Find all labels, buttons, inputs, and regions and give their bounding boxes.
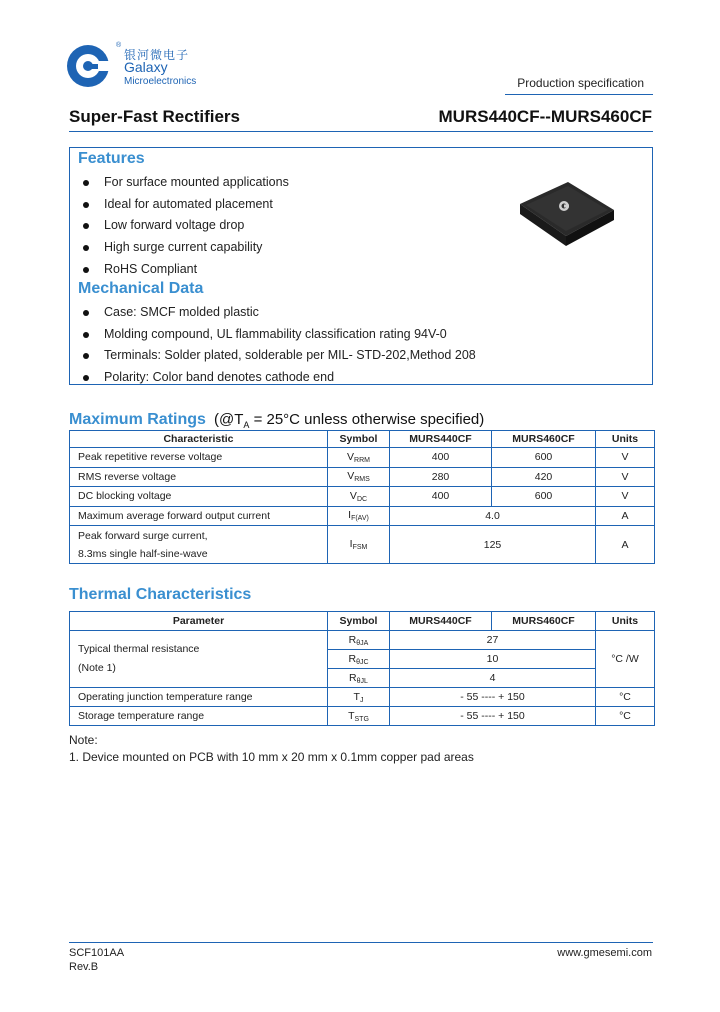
table-header-row bbox=[70, 431, 655, 448]
spec-type: Production specification bbox=[517, 76, 644, 90]
list-item: Ideal for automated placement bbox=[78, 194, 289, 216]
max-ratings-condition: ($@T_A = 25^\circ C$ unless otherwise specified) bbox=[214, 411, 485, 430]
symbol-cell: VRRM bbox=[328, 448, 390, 468]
value-cell: 27 bbox=[390, 631, 596, 650]
value-cell: 600 bbox=[492, 448, 596, 468]
list-item: Case: SMCF molded plastic bbox=[78, 302, 476, 324]
footer-rule bbox=[69, 942, 653, 943]
value-cell: - 55 ---- + 150 bbox=[390, 707, 596, 726]
value-cell: 400 bbox=[390, 448, 492, 468]
bullet-icon bbox=[83, 245, 89, 251]
characteristic-cell: RMS reverse voltage bbox=[70, 467, 328, 487]
parameter-cell: Operating junction temperature range bbox=[70, 688, 328, 707]
features-list bbox=[78, 172, 289, 280]
column-header: Symbol bbox=[328, 612, 390, 631]
unit-cell: V bbox=[596, 487, 655, 507]
column-header: MURS460CF bbox=[492, 431, 596, 448]
unit-cell: °C /W bbox=[596, 631, 655, 688]
list-item: Low forward voltage drop bbox=[78, 215, 289, 237]
symbol-cell: TSTG bbox=[328, 707, 390, 726]
column-header: MURS440CF bbox=[390, 612, 492, 631]
revision: Rev.B bbox=[69, 961, 99, 973]
bullet-icon bbox=[83, 202, 89, 208]
unit-cell: °C bbox=[596, 688, 655, 707]
table-row bbox=[70, 506, 655, 526]
column-header: MURS440CF bbox=[390, 431, 492, 448]
unit-cell: A bbox=[596, 506, 655, 526]
table-row bbox=[70, 631, 655, 650]
unit-cell: V bbox=[596, 448, 655, 468]
list-item: RoHS Compliant bbox=[78, 259, 289, 281]
galaxy-logo-icon bbox=[66, 44, 110, 88]
bullet-icon bbox=[83, 375, 89, 381]
brand-subtitle: Microelectronics bbox=[124, 76, 197, 87]
bullet-icon bbox=[83, 353, 89, 359]
brand-name-cn: 银河微电子 bbox=[124, 48, 190, 62]
part-number-range: MURS440CF--MURS460CF bbox=[438, 107, 652, 126]
parameter-cell: Typical thermal resistance (Note 1) bbox=[70, 631, 328, 688]
symbol-cell: IFSM bbox=[328, 526, 390, 564]
registered-mark: ® bbox=[116, 42, 122, 49]
column-header: Symbol bbox=[328, 431, 390, 448]
characteristic-cell: Peak repetitive reverse voltage bbox=[70, 448, 328, 468]
symbol-cell: TJ bbox=[328, 688, 390, 707]
column-header: Units bbox=[596, 612, 655, 631]
characteristic-cell: Peak forward surge current, 8.3ms single half-sine-wave bbox=[70, 526, 328, 564]
table-row bbox=[70, 487, 655, 507]
value-cell: 4.0 bbox=[390, 506, 596, 526]
value-cell: 4 bbox=[390, 669, 596, 688]
symbol-cell: IF(AV) bbox=[328, 506, 390, 526]
bullet-icon bbox=[83, 267, 89, 273]
bullet-icon bbox=[83, 223, 89, 229]
max-ratings-heading: Maximum Ratings bbox=[69, 411, 206, 428]
brand-name-en: Galaxy bbox=[124, 59, 168, 75]
column-header: MURS460CF bbox=[492, 612, 596, 631]
value-cell: 400 bbox=[390, 487, 492, 507]
value-cell: 280 bbox=[390, 467, 492, 487]
table-row bbox=[70, 707, 655, 726]
column-header: Characteristic bbox=[70, 431, 328, 448]
value-cell: 10 bbox=[390, 650, 596, 669]
note-text: 1. Device mounted on PCB with 10 mm x 20 mm x 0.1mm copper pad areas bbox=[69, 750, 474, 764]
value-cell: 600 bbox=[492, 487, 596, 507]
website-link[interactable]: www.gmesemi.com bbox=[557, 947, 652, 959]
symbol-cell: VDC bbox=[328, 487, 390, 507]
symbol-cell: VRMS bbox=[328, 467, 390, 487]
thermal-table bbox=[69, 611, 655, 726]
parameter-cell: Storage temperature range bbox=[70, 707, 328, 726]
table-row bbox=[70, 467, 655, 487]
list-item: High surge current capability bbox=[78, 237, 289, 259]
table-header-row bbox=[70, 612, 655, 631]
bullet-icon bbox=[83, 180, 89, 186]
thermal-heading: Thermal Characteristics bbox=[69, 586, 252, 603]
unit-cell: °C bbox=[596, 707, 655, 726]
unit-cell: V bbox=[596, 467, 655, 487]
mechanical-list bbox=[78, 302, 476, 389]
table-row bbox=[70, 448, 655, 468]
list-item: Terminals: Solder plated, solderable per MIL- STD-202,Method 208 bbox=[78, 345, 476, 367]
list-item: Polarity: Color band denotes cathode end bbox=[78, 367, 476, 389]
max-ratings-table bbox=[69, 430, 655, 564]
symbol-cell: RθJC bbox=[328, 650, 390, 669]
features-heading: Features bbox=[78, 150, 145, 167]
note-label: Note: bbox=[69, 733, 98, 747]
column-header: Units bbox=[596, 431, 655, 448]
bullet-icon bbox=[83, 310, 89, 316]
table-row bbox=[70, 526, 655, 564]
table-row bbox=[70, 688, 655, 707]
value-cell: - 55 ---- + 150 bbox=[390, 688, 596, 707]
mechanical-heading: Mechanical Data bbox=[78, 280, 204, 297]
characteristic-cell: Maximum average forward output current bbox=[70, 506, 328, 526]
unit-cell: A bbox=[596, 526, 655, 564]
value-cell: 125 bbox=[390, 526, 596, 564]
column-header: Parameter bbox=[70, 612, 328, 631]
symbol-cell: RθJL bbox=[328, 669, 390, 688]
document-id: SCF101AA bbox=[69, 947, 125, 959]
smcf-package-image bbox=[518, 176, 618, 250]
list-item: For surface mounted applications bbox=[78, 172, 289, 194]
header-rule bbox=[505, 94, 653, 95]
characteristic-cell: DC blocking voltage bbox=[70, 487, 328, 507]
value-cell: 420 bbox=[492, 467, 596, 487]
list-item: Molding compound, UL flammability classification rating 94V-0 bbox=[78, 324, 476, 346]
bullet-icon bbox=[83, 332, 89, 338]
title-rule bbox=[69, 131, 653, 132]
page-title: Super-Fast Rectifiers bbox=[69, 107, 240, 126]
symbol-cell: RθJA bbox=[328, 631, 390, 650]
